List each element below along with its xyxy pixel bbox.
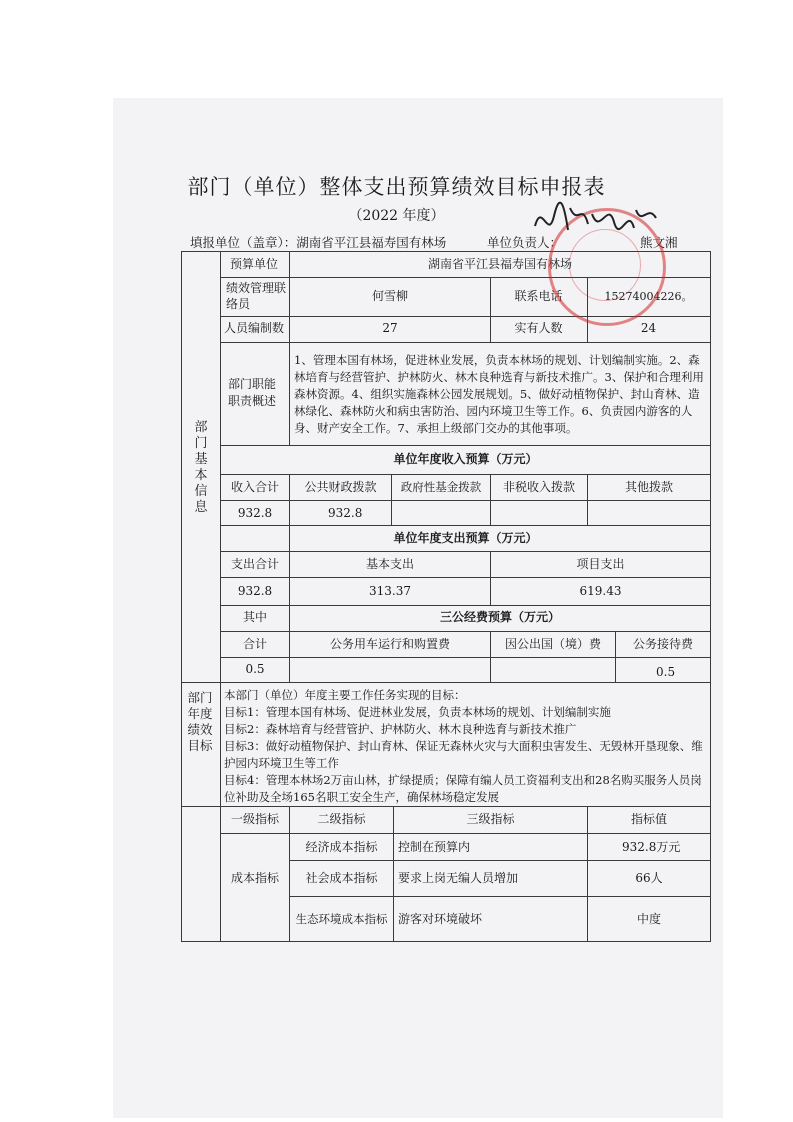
indicator-level1: 成本指标 bbox=[230, 871, 279, 885]
sangong-col-abroad: 因公出国（境）费 bbox=[504, 637, 601, 651]
target-item-1: 目标1：管理本国有林场、促进林业发展，负责本林场的规划、计划编制实施 bbox=[224, 705, 611, 719]
indicator-row-l2: 社会成本指标 bbox=[305, 871, 378, 885]
contact-label: 绩效管理联络员 bbox=[226, 281, 287, 311]
indicator-row-value: 中度 bbox=[636, 912, 661, 926]
phone-value: 15274004226。 bbox=[604, 290, 693, 303]
expense-value-project: 619.43 bbox=[579, 584, 622, 598]
sangong-prefix: 其中 bbox=[242, 610, 267, 624]
sangong-value-reception: 0.5 bbox=[656, 665, 676, 679]
responsible-label: 单位负责人： bbox=[487, 235, 563, 250]
basic-info-section-label: 部门基本信息 bbox=[194, 420, 208, 515]
handwritten-signature bbox=[530, 196, 660, 246]
unit-label: 预算单位 bbox=[230, 257, 279, 271]
filling-unit: 填报单位（盖章）：湖南省平江县福寿国有林场 bbox=[190, 235, 447, 250]
duties-label: 部门职能职责概述 bbox=[228, 377, 277, 408]
expense-value-total: 932.8 bbox=[237, 584, 273, 598]
target-item-3: 目标3：做好动植物保护、封山育林、保证无森林火灾与大面积虫害发生、无毁林开垦现象、维护园内环境卫生等工作 bbox=[224, 739, 703, 770]
expense-value-basic: 313.37 bbox=[369, 584, 411, 598]
responsible-name: 熊文湘 bbox=[640, 235, 678, 250]
report-year: （2022 年度） bbox=[348, 208, 445, 224]
actual-label: 实有人数 bbox=[514, 321, 563, 335]
indicator-header-value: 指标值 bbox=[630, 812, 667, 826]
duties-text: 1、管理本国有林场，促进林业发展，负责本林场的规划、计划编制实施。2、森林培育与经营管护、护林防火、林木良种选育与新技术推广。3、保护和合理利用森林资源。4、组织实施森林公园发展规划。5、做好动植物保护、封山育林、造林绿化、森林防火和病虫害防治、园内环境卫生等工作。6、负责园内游客的人身、财产安全工作。7、承担上级部门交办的其他事项。 bbox=[294, 353, 704, 435]
indicator-header-l1: 一级指标 bbox=[230, 812, 279, 826]
income-heading: 单位年度收入预算（万元） bbox=[393, 452, 538, 466]
income-col-public: 公共财政拨款 bbox=[304, 480, 377, 494]
target-item-4: 目标4：管理本林场2万亩山林，扩绿提质；保障有编人员工资福利支出和28名购买服务人员岗位补助及全场165名职工安全生产，确保林场稳定发展 bbox=[224, 773, 702, 804]
indicator-row-l2: 经济成本指标 bbox=[305, 840, 378, 854]
income-col-nontax: 非税收入拨款 bbox=[502, 480, 575, 494]
expense-col-total: 支出合计 bbox=[230, 557, 279, 571]
income-value-public: 932.8 bbox=[328, 506, 363, 520]
staffing-value: 27 bbox=[382, 321, 398, 335]
income-col-fund: 政府性基金拨款 bbox=[400, 480, 482, 494]
sangong-heading: 三公经费预算（万元） bbox=[439, 610, 560, 624]
indicator-row-l3: 要求上岗无编人员增加 bbox=[398, 871, 519, 885]
income-col-other: 其他拨款 bbox=[624, 480, 673, 494]
indicator-row-l3: 游客对环境破坏 bbox=[398, 912, 483, 926]
contact-name: 何雪柳 bbox=[371, 289, 408, 303]
sangong-value-total: 0.5 bbox=[245, 662, 265, 676]
unit-value: 湖南省平江县福寿国有林场 bbox=[427, 257, 572, 271]
expense-col-project: 项目支出 bbox=[576, 557, 625, 571]
actual-value: 24 bbox=[640, 321, 657, 335]
staffing-label: 人员编制数 bbox=[224, 321, 285, 335]
targets-intro: 本部门（单位）年度主要工作任务实现的目标： bbox=[224, 688, 466, 702]
indicator-row-value: 932.8万元 bbox=[622, 840, 681, 854]
indicator-row-value: 66人 bbox=[635, 871, 663, 885]
sangong-col-reception: 公务接待费 bbox=[632, 637, 693, 651]
indicator-header-l2: 二级指标 bbox=[317, 812, 366, 826]
indicator-row-l2: 生态环境成本指标 bbox=[295, 912, 388, 926]
phone-label: 联系电话 bbox=[514, 289, 563, 303]
target-item-2: 目标2：森林培育与经营管护、护林防火、林木良种选育与新技术推广 bbox=[224, 722, 577, 736]
sangong-col-car: 公务用车运行和购置费 bbox=[329, 637, 450, 651]
indicator-row-l3: 控制在预算内 bbox=[398, 840, 471, 854]
sangong-col-total: 合计 bbox=[242, 637, 267, 651]
indicator-header-l3: 三级指标 bbox=[466, 812, 515, 826]
income-value-total: 932.8 bbox=[237, 506, 273, 520]
expense-heading: 单位年度支出预算（万元） bbox=[393, 531, 538, 545]
targets-section-label: 部门年度绩效目标 bbox=[187, 690, 213, 753]
income-col-total: 收入合计 bbox=[230, 480, 279, 494]
expense-col-basic: 基本支出 bbox=[365, 557, 414, 571]
page-title: 部门（单位）整体支出预算绩效目标申报表 bbox=[187, 175, 606, 199]
